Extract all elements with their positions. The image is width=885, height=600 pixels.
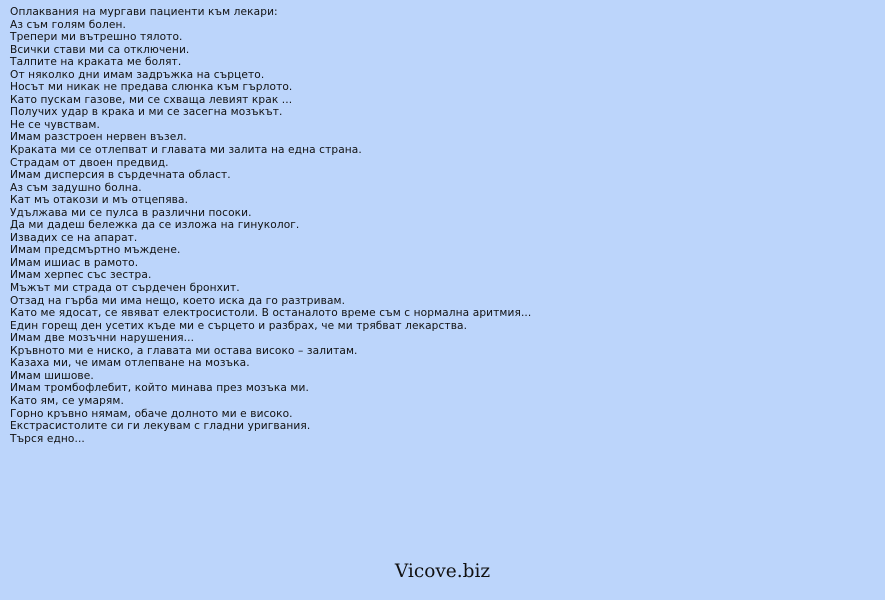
text-line: Имам тромбофлебит, който минава през мозъка ми. (10, 382, 309, 395)
text-line: Казаха ми, че имам отлепване на мозъка. (10, 357, 250, 370)
text-line: Оплаквания на мургави пациенти към лекари: (10, 6, 278, 18)
text-line: Всички стави ми са отключени. (10, 43, 190, 56)
text-line: Трепери ми вътрешно тялото. (10, 31, 183, 44)
text-line: Имам ишиас в рамото. (10, 256, 139, 269)
text-line: Не се чувствам. (10, 118, 100, 131)
text-line: Горно кръвно нямам, обаче долното ми е високо. (10, 407, 293, 420)
text-line: Един горещ ден усетих къде ми е сърцето и разбрах, че ми трябват лекарства. (10, 319, 468, 332)
text-line: Получих удар в крака и ми се засегна мозъкът. (10, 106, 283, 119)
text-line: Да ми дадеш бележка да се изложа на гинуколог. (10, 219, 300, 232)
joke-text-block (10, 6, 870, 445)
text-line: Носът ми никак не предава слюнка към гърлото. (10, 81, 293, 94)
text-line: От няколко дни имам задръжка на сърцето. (10, 68, 265, 81)
text-line: Кат мъ отакози и мъ отцепява. (10, 194, 189, 207)
text-line: Имам предсмъртно мъждене. (10, 244, 181, 257)
text-line: Отзад на гърба ми има нещо, което иска да го разтривам. (10, 294, 346, 307)
text-line: Страдам от двоен предвид. (10, 156, 169, 169)
text-line: Имам херпес със зестра. (10, 269, 152, 282)
text-line: Търся едно... (10, 432, 85, 445)
text-line: Имам две мозъчни нарушения... (10, 332, 195, 345)
text-line: Екстрасистолите си ги лекувам с гладни уригвания. (10, 420, 311, 433)
site-watermark: Vicove.biz (394, 561, 491, 582)
text-line: Като ме ядосат, се явяват електросистоли. В останалото време съм с нормална аритмия... (10, 307, 532, 320)
text-line: Удължава ми се пулса в различни посоки. (10, 206, 252, 219)
text-line: Кръвното ми е ниско, а главата ми остава високо – залитам. (10, 344, 358, 357)
text-line: Имам дисперсия в сърдечната област. (10, 169, 231, 182)
text-line: Имам шишове. (10, 369, 94, 382)
text-line: Аз съм задушно болна. (10, 181, 142, 194)
text-line: Като пускам газове, ми се схваща левият крак ... (10, 93, 293, 106)
text-line: Талпите на краката ме болят. (10, 56, 182, 69)
text-line: Имам разстроен нервен възел. (10, 131, 187, 144)
text-line: Краката ми се отлепват и главата ми залита на една страна. (10, 144, 362, 157)
text-line: Извадих се на апарат. (10, 231, 138, 244)
text-line: Аз съм голям болен. (10, 18, 126, 31)
text-line: Мъжът ми страда от сърдечен бронхит. (10, 282, 240, 295)
text-line: Като ям, се умарям. (10, 394, 124, 407)
